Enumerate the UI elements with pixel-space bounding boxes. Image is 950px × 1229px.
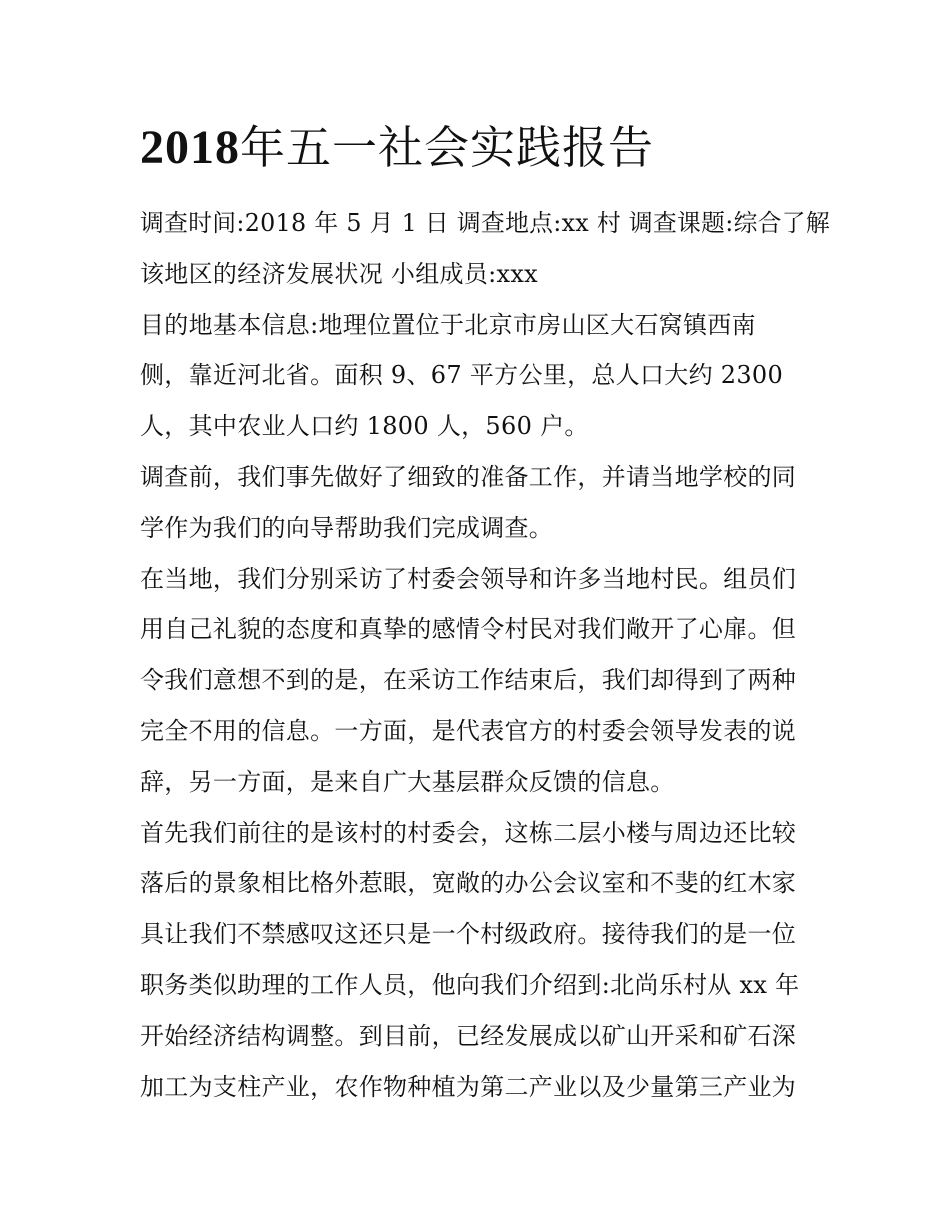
body-line	[140, 909, 830, 960]
body-line-text: 开始经济结构调整。到目前，已经发展成以矿山开采和矿石深	[140, 1021, 797, 1050]
document-body	[140, 198, 830, 1112]
body-line	[140, 757, 830, 808]
body-line	[140, 401, 830, 452]
body-line	[140, 503, 830, 554]
body-line-text: 该地区的经济发展状况 小组成员:xxx	[140, 259, 539, 288]
body-line-text: 人，其中农业人口约 1800 人，560 户。	[140, 412, 589, 441]
body-line	[140, 706, 830, 757]
body-line-text: 辞，另一方面，是来自广大基层群众反馈的信息。	[140, 767, 675, 796]
body-line	[140, 960, 830, 1011]
body-line-text: 学作为我们的向导帮助我们完成调查。	[140, 513, 554, 542]
body-line-text: 令我们意想不到的是，在采访工作结束后，我们却得到了两种	[140, 666, 797, 695]
body-line	[140, 858, 830, 909]
body-line-text: 在当地，我们分别采访了村委会领导和许多当地村民。组员们	[140, 564, 797, 593]
body-line	[140, 808, 830, 859]
body-line-text: 调查前，我们事先做好了细致的准备工作，并请当地学校的同	[140, 462, 797, 491]
body-line	[140, 554, 830, 605]
body-line	[140, 452, 830, 503]
body-line-text: 具让我们不禁感叹这还只是一个村级政府。接待我们的是一位	[140, 920, 797, 949]
body-line	[140, 1062, 830, 1113]
body-line-text: 用自己礼貌的态度和真挚的感情令村民对我们敞开了心扉。但	[140, 615, 797, 644]
title-year: 2018	[140, 121, 240, 174]
body-line	[140, 655, 830, 706]
body-line-text: 完全不用的信息。一方面，是代表官方的村委会领导发表的说	[140, 716, 797, 745]
body-line-text: 侧，靠近河北省。面积 9、67 平方公里，总人口大约 2300	[140, 361, 784, 390]
body-line-text: 调查时间:2018 年 5 月 1 日 调查地点:xx 村 调查课题:综合了解	[140, 209, 830, 237]
title-text: 年五一社会实践报告	[240, 121, 655, 174]
body-line	[140, 604, 830, 655]
document-title	[140, 118, 654, 178]
body-line	[140, 249, 830, 300]
body-line	[140, 198, 830, 249]
body-line	[140, 1011, 830, 1062]
body-line-text: 目的地基本信息:地理位置位于北京市房山区大石窝镇西南	[140, 310, 756, 339]
body-line	[140, 300, 830, 351]
body-line	[140, 350, 830, 401]
body-line-text: 落后的景象相比格外惹眼，宽敞的办公会议室和不斐的红木家	[140, 869, 797, 898]
body-line-text: 首先我们前往的是该村的村委会，这栋二层小楼与周边还比较	[140, 818, 797, 847]
body-line-text: 加工为支柱产业，农作物种植为第二产业以及少量第三产业为	[140, 1072, 797, 1101]
body-line-text: 职务类似助理的工作人员，他向我们介绍到:北尚乐村从 xx 年	[140, 970, 800, 999]
